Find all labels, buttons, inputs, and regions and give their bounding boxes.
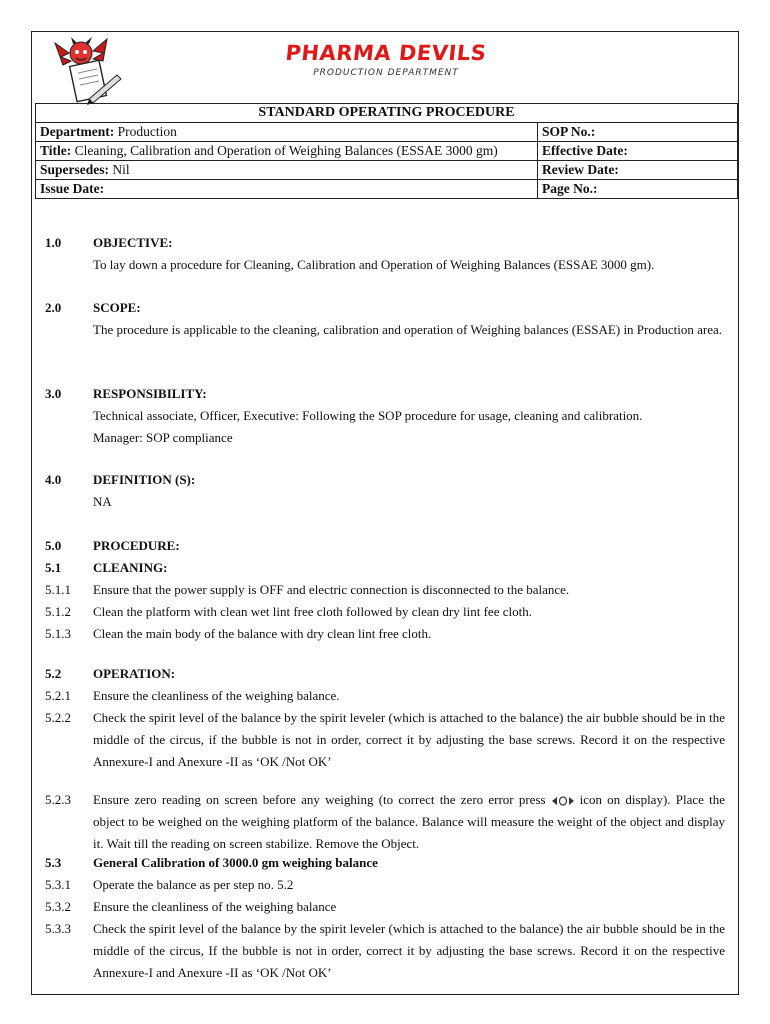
page-no-label: Page No.: bbox=[542, 181, 598, 196]
step-text: Ensure the cleanliness of the weighing balance. bbox=[93, 688, 340, 703]
step-number: 5.2.2 bbox=[45, 710, 71, 725]
title-label: Title: bbox=[40, 143, 72, 158]
section-number: 3.0 bbox=[45, 386, 62, 401]
section-text: NA bbox=[93, 494, 112, 509]
section-procedure bbox=[45, 535, 725, 645]
section-number: 4.0 bbox=[45, 472, 62, 487]
step-text: Operate the balance as per step no. 5.2 bbox=[93, 877, 294, 892]
section-heading: SCOPE: bbox=[93, 300, 141, 315]
section-text: The procedure is applicable to the cleaning, calibration and operation of Weighing balances (ESSAE) in Production area. bbox=[93, 322, 723, 337]
brand-name: PHARMA DEVILS bbox=[284, 41, 488, 65]
department-label: Department: bbox=[40, 124, 115, 139]
section-scope bbox=[45, 297, 725, 367]
step-text: Clean the platform with clean wet lint free cloth followed by clean dry lint fee cloth. bbox=[93, 604, 532, 619]
section-heading: OBJECTIVE: bbox=[93, 235, 173, 250]
department-cell bbox=[36, 123, 538, 142]
step-text bbox=[93, 789, 725, 855]
section-definition bbox=[45, 469, 725, 519]
step-text: Ensure the cleanliness of the weighing balance bbox=[93, 899, 337, 914]
zero-tare-icon bbox=[550, 795, 576, 807]
step-text: Check the spirit level of the balance by the spirit leveler (which is attached to the balance) the air bubble should be in the middle of the circus, if the bubble is not in order, correct it by adjusting the base screws. Record it on the respective Annexure-I and Anexure -II as ‘OK /Not OK’ bbox=[93, 710, 725, 769]
section-operation bbox=[45, 663, 725, 773]
step-number: 5.3.2 bbox=[45, 899, 71, 914]
subsection-heading: General Calibration of 3000.0 gm weighing balance bbox=[93, 855, 378, 870]
step-number: 5.1.3 bbox=[45, 626, 71, 641]
section-step-5-2-3 bbox=[45, 789, 725, 859]
step-number: 5.1.1 bbox=[45, 582, 71, 597]
letterhead bbox=[35, 33, 737, 103]
section-heading: RESPONSIBILITY: bbox=[93, 386, 207, 401]
subsection-heading: OPERATION: bbox=[93, 666, 176, 681]
issue-date-cell bbox=[36, 180, 538, 199]
section-number: 5.0 bbox=[45, 538, 62, 553]
department-value: Production bbox=[114, 124, 177, 139]
step-text-part: icon on display). Place the object to be weighed on the weighing platform of the balance. Balance will measure the weight of the object and display it. Wait till the reading on screen stabilize. Remove the Object. bbox=[93, 792, 725, 851]
title-cell bbox=[36, 142, 538, 161]
page-no-cell bbox=[538, 180, 738, 199]
section-heading: DEFINITION (S): bbox=[93, 472, 196, 487]
step-number: 5.2.3 bbox=[45, 792, 71, 807]
section-text: Technical associate, Officer, Executive: Following the SOP procedure for usage, cleaning and calibration. bbox=[93, 408, 643, 423]
subsection-heading: CLEANING: bbox=[93, 560, 168, 575]
title-value: Cleaning, Calibration and Operation of Weighing Balances (ESSAE 3000 gm) bbox=[71, 143, 498, 158]
brand-department: PRODUCTION DEPARTMENT bbox=[313, 68, 459, 78]
step-number: 5.2.1 bbox=[45, 688, 71, 703]
sop-title: STANDARD OPERATING PROCEDURE bbox=[36, 104, 738, 123]
step-text: Check the spirit level of the balance by the spirit leveler (which is attached to the balance) the air bubble should be in the middle of the circus, If the bubble is not in order, correct it by adjusting the base screws. Record it on the respective Annexure-I and Anexure -II as ‘OK /Not OK’ bbox=[93, 921, 725, 980]
section-responsibility bbox=[45, 383, 725, 453]
review-date-cell bbox=[538, 161, 738, 180]
section-number: 2.0 bbox=[45, 300, 62, 315]
step-number: 5.3.3 bbox=[45, 921, 71, 936]
section-calibration bbox=[45, 852, 725, 987]
supersedes-cell bbox=[36, 161, 538, 180]
supersedes-value: Nil bbox=[109, 162, 130, 177]
step-text: Ensure that the power supply is OFF and electric connection is disconnected to the balance. bbox=[93, 582, 570, 597]
sop-no-cell bbox=[538, 123, 738, 142]
subsection-number: 5.3 bbox=[45, 855, 62, 870]
section-number: 1.0 bbox=[45, 235, 62, 250]
effective-date-cell bbox=[538, 142, 738, 161]
subsection-number: 5.2 bbox=[45, 666, 62, 681]
step-text: Clean the main body of the balance with dry clean lint free cloth. bbox=[93, 626, 432, 641]
step-number: 5.3.1 bbox=[45, 877, 71, 892]
section-text: To lay down a procedure for Cleaning, Calibration and Operation of Weighing Balances (ESSAE 3000 gm). bbox=[93, 257, 655, 272]
subsection-number: 5.1 bbox=[45, 560, 62, 575]
issue-date-label: Issue Date: bbox=[40, 181, 105, 196]
section-objective bbox=[45, 232, 725, 282]
step-number: 5.1.2 bbox=[45, 604, 71, 619]
step-text-part: Ensure zero reading on screen before any weighing (to correct the zero error press bbox=[93, 792, 546, 807]
effective-date-label: Effective Date: bbox=[542, 143, 628, 158]
sop-header-table bbox=[35, 103, 738, 199]
section-text: Manager: SOP compliance bbox=[93, 430, 233, 445]
section-heading: PROCEDURE: bbox=[93, 538, 180, 553]
review-date-label: Review Date: bbox=[542, 162, 619, 177]
supersedes-label: Supersedes: bbox=[40, 162, 110, 177]
sop-no-label: SOP No.: bbox=[542, 124, 596, 139]
